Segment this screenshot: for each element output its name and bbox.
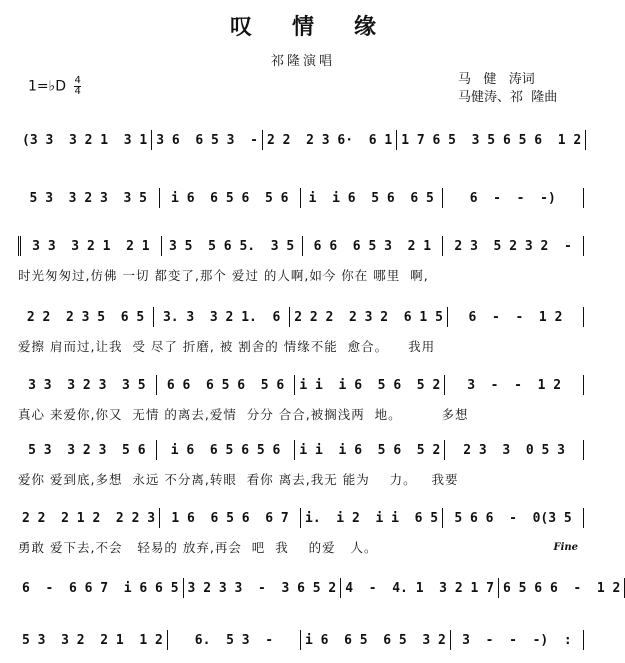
measure: 1 7 6 5 3 5 6 5 6 1 2 — [397, 130, 586, 150]
measure: i 6 6 5 6 5 6 — [157, 440, 296, 460]
measure: 3 3 3 2 3 3 5 — [18, 375, 157, 395]
measure: 3. 3 3 2 1. 6 — [154, 307, 290, 327]
lyric-row: 时光匆匆过,仿佛 一切 都变了,那个 爱过 的人啊,如今 你在 哪里 啊, — [18, 268, 429, 283]
measure: 4 - 4. 1 3 2 1 7 — [341, 578, 499, 598]
measure: 3 6 6 5 3 - — [152, 130, 263, 150]
measure: 3 - - -) : — [451, 630, 584, 650]
song-title: 叹情缘 — [229, 15, 416, 40]
measure: 6 6 6 5 6 5 6 — [157, 375, 296, 395]
measure: 5 3 3 2 3 5 6 — [18, 440, 157, 460]
measure: 2 2 2 3 6· 6 1 — [263, 130, 397, 150]
notes-row — [18, 375, 584, 395]
measure: (3 3 3 2 1 3 1 — [18, 130, 152, 150]
notes-row — [18, 130, 584, 150]
measure: i. i 2 i i 6 5 — [301, 508, 443, 528]
measure: 1 6 6 5 6 6 7 — [160, 508, 301, 528]
singer-credit: 祁隆演唱 — [270, 54, 335, 69]
measure: 6. 5 3 - — [168, 630, 301, 650]
lyricist-credit: 马 健 涛词 — [458, 72, 535, 87]
measure: 6 - - 1 2 — [448, 307, 584, 327]
lyric-row: 爱擦 肩而过,让我 受 尽了 折磨, 被 割舍的 情缘不能 愈合。 我用 — [18, 339, 436, 354]
measure: 6 5 6 6 - 1 2 — [499, 578, 625, 598]
measure: 2 2 2 2 3 2 6 1 5 — [290, 307, 448, 327]
notes-row — [18, 236, 584, 256]
measure: 6 6 6 5 3 2 1 — [303, 236, 444, 256]
notes-row — [18, 440, 584, 460]
notes-row — [18, 188, 584, 208]
measure: 6 - 6 6 7 i 6 6 5 — [18, 578, 184, 598]
measure: 3 5 5 6 5. 3 5 — [162, 236, 303, 256]
meter-bottom: 4 — [74, 86, 81, 97]
measure: i i 6 5 6 6 5 — [301, 188, 443, 208]
measure: 3 3 3 2 1 2 1 — [18, 236, 162, 256]
notes-row — [18, 630, 584, 650]
measure: i 6 6 5 6 5 6 — [160, 188, 302, 208]
key-signature — [28, 76, 81, 97]
measure: i i i 6 5 6 5 2 — [295, 440, 445, 460]
composer-credit: 马健涛、祁 隆曲 — [458, 90, 558, 105]
measure: i 6 6 5 6 5 3 2 — [301, 630, 451, 650]
notes-row — [18, 307, 584, 327]
fine-mark: Fine — [553, 542, 578, 553]
lyric-row: 勇敢 爱下去,不会 轻易的 放弃,再会 吧 我 的爱 人。 — [18, 540, 378, 555]
measure: 3 - - 1 2 — [445, 375, 584, 395]
measure: 5 3 3 2 3 3 5 — [18, 188, 160, 208]
measure: 2 3 5 2 3 2 - — [443, 236, 584, 256]
measure: 2 2 2 3 5 6 5 — [18, 307, 154, 327]
notes-row — [18, 508, 584, 528]
lyric-row: 爱你 爱到底,多想 永远 不分离,转眼 看你 离去,我无 能为 力。 我要 — [18, 472, 459, 487]
measure: 5 3 3 2 2 1 1 2 — [18, 630, 168, 650]
measure: 6 - - -) — [443, 188, 585, 208]
time-signature — [74, 76, 80, 97]
measure: 3 2 3 3 - 3 6 5 2 — [184, 578, 342, 598]
measure: 5 6 6 - 0(3 5 — [443, 508, 584, 528]
key-label: 1=♭D — [28, 78, 67, 95]
lyric-row: 真心 来爱你,你又 无情 的离去,爱情 分分 合合,被搁浅两 地。 多想 — [18, 407, 469, 422]
meter-top: 4 — [74, 75, 81, 86]
notes-row — [18, 578, 621, 598]
measure: i i i 6 5 6 5 2 — [295, 375, 445, 395]
measure: 2 2 2 1 2 2 2 3 — [18, 508, 160, 528]
measure: 2 3 3 0 5 3 — [445, 440, 584, 460]
